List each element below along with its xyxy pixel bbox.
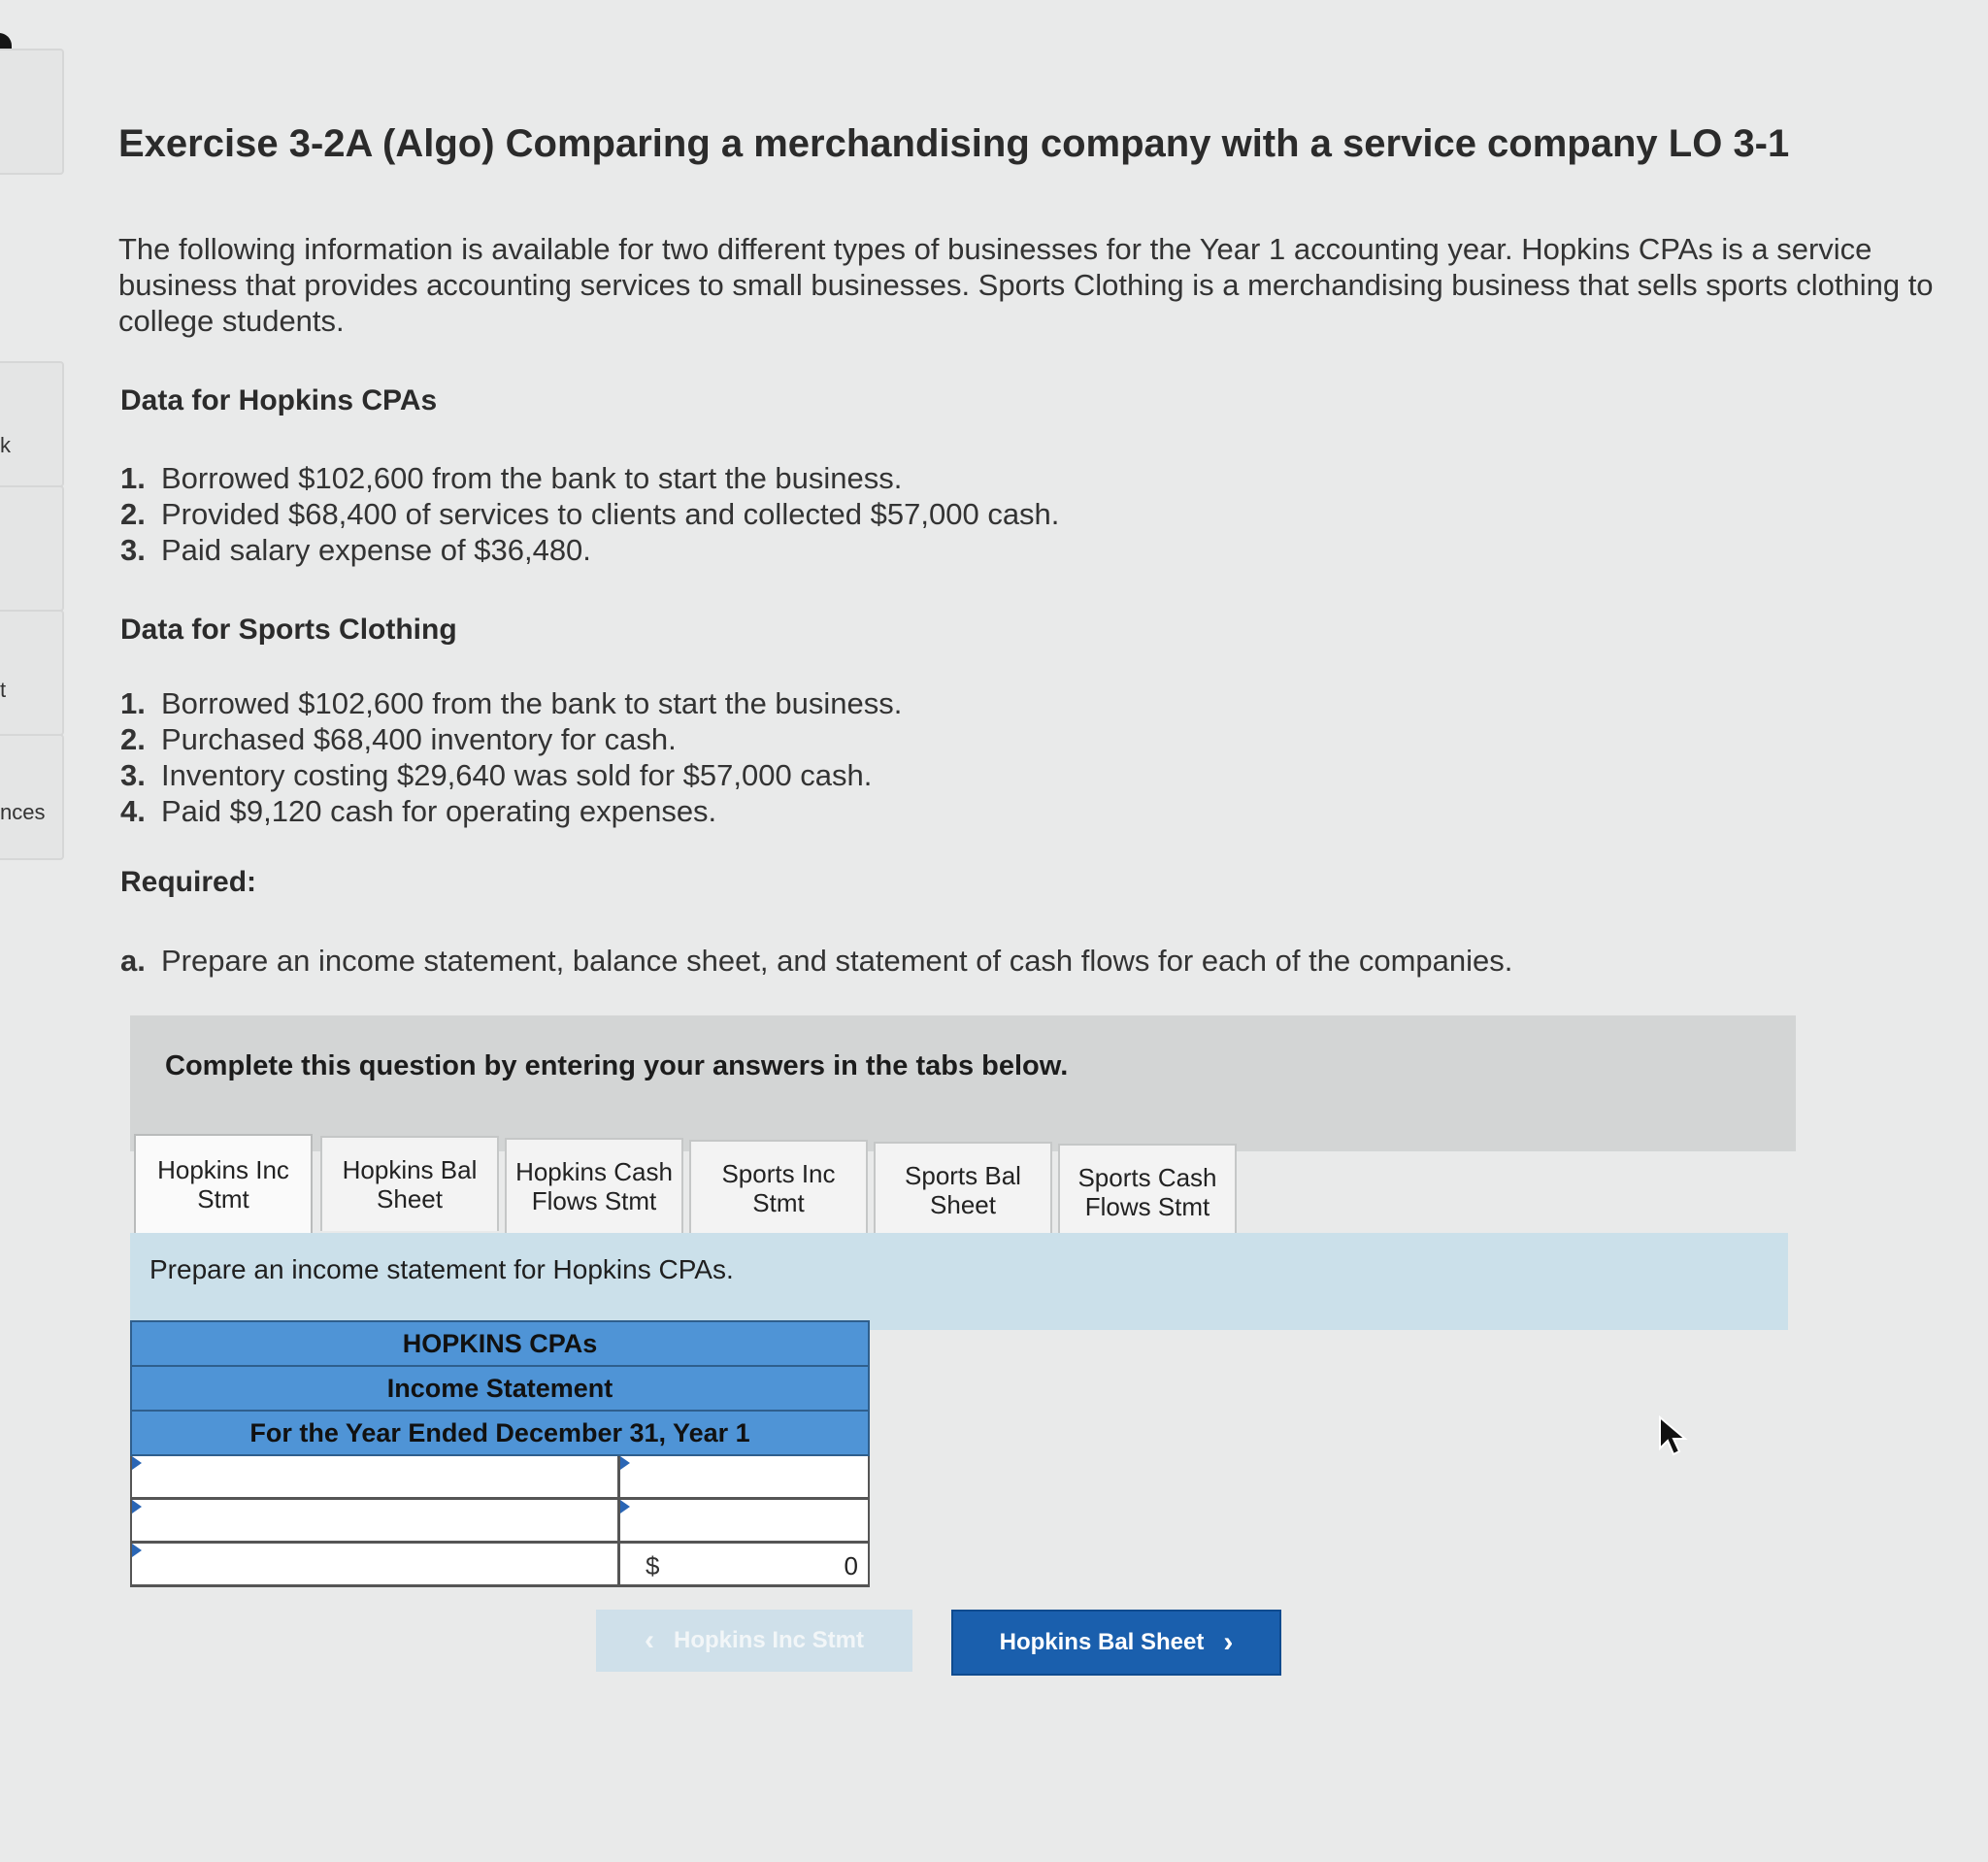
list-item: 2. Purchased $68,400 inventory for cash.: [120, 722, 677, 756]
account-select[interactable]: [132, 1544, 620, 1584]
sidebar-item-4[interactable]: [0, 734, 64, 860]
sidebar-item-top[interactable]: [0, 49, 64, 175]
tab-hopkins-cash-flows-stmt[interactable]: Hopkins Cash Flows Stmt: [505, 1138, 683, 1233]
sports-heading: Data for Sports Clothing: [120, 614, 457, 646]
tab-hopkins-inc-stmt[interactable]: Hopkins Inc Stmt: [134, 1134, 313, 1233]
list-item: 3. Paid salary expense of $36,480.: [120, 533, 591, 567]
instruction-bar: [130, 1233, 1788, 1330]
tab-sports-inc-stmt[interactable]: Sports Inc Stmt: [689, 1140, 868, 1235]
instructions-panel: [130, 1015, 1796, 1151]
sports-list: [120, 685, 902, 829]
prev-tab-label: Hopkins Inc Stmt: [673, 1627, 865, 1653]
account-select[interactable]: [132, 1500, 620, 1541]
next-tab-button[interactable]: [951, 1610, 1281, 1676]
sidebar-item-label: k: [0, 433, 11, 457]
statement-title: Income Statement: [130, 1365, 870, 1410]
dropdown-indicator-icon: [620, 1500, 630, 1513]
required-item: a. Prepare an income statement, balance sheet, and statement of cash flows for each of the companies.: [120, 944, 1513, 978]
amount-input[interactable]: [620, 1456, 868, 1497]
total-amount-cell: [620, 1544, 868, 1584]
account-select[interactable]: [132, 1456, 620, 1497]
sidebar-item-label: t: [0, 678, 7, 702]
sidebar-item-2[interactable]: [0, 485, 64, 612]
list-item: 1. Borrowed $102,600 from the bank to start the business.: [120, 461, 903, 495]
page-title: Exercise 3-2A (Algo) Comparing a merchandising company with a service company LO 3-1: [118, 122, 1790, 165]
sidebar-item-1[interactable]: [0, 361, 64, 487]
list-item: 4. Paid $9,120 cash for operating expenses.: [120, 794, 717, 828]
list-item: 3. Inventory costing $29,640 was sold for $57,000 cash.: [120, 758, 873, 792]
dropdown-indicator-icon: [132, 1456, 142, 1470]
dropdown-indicator-icon: [132, 1500, 142, 1513]
panel-text: Complete this question by entering your answers in the tabs below.: [165, 1050, 1069, 1081]
required-heading: Required:: [120, 866, 257, 898]
dropdown-indicator-icon: [620, 1456, 630, 1470]
intro-paragraph: The following information is available for two different types of businesses for the Year 1 accounting year. Hopkins CPAs is a service business that provides accounting services to small businesses. Sports Clothing is a merchandising business that sells sports clothing to college students.: [118, 232, 1934, 338]
statement-company: HOPKINS CPAs: [130, 1320, 870, 1365]
total-amount: 0: [844, 1551, 858, 1580]
hopkins-heading: Data for Hopkins CPAs: [120, 384, 438, 416]
statement-period: For the Year Ended December 31, Year 1: [130, 1410, 870, 1456]
instruction-text: Prepare an income statement for Hopkins CPAs.: [149, 1254, 734, 1284]
mouse-cursor-icon: [1658, 1415, 1691, 1458]
amount-input[interactable]: [620, 1500, 868, 1541]
prev-tab-button[interactable]: [596, 1610, 912, 1672]
dollar-sign: $: [646, 1551, 660, 1580]
table-row: [130, 1456, 870, 1500]
next-tab-label: Hopkins Bal Sheet: [999, 1629, 1205, 1655]
table-row: [130, 1500, 870, 1544]
chevron-right-icon: ›: [1223, 1626, 1234, 1658]
dropdown-indicator-icon: [132, 1544, 142, 1557]
tab-sports-bal-sheet[interactable]: Sports Bal Sheet: [874, 1142, 1052, 1237]
tab-sports-cash-flows-stmt[interactable]: Sports Cash Flows Stmt: [1058, 1144, 1237, 1239]
sidebar: [0, 0, 64, 854]
list-item: 2. Provided $68,400 of services to clients and collected $57,000 cash.: [120, 497, 1060, 531]
sidebar-item-3[interactable]: [0, 610, 64, 736]
income-statement-table: [130, 1320, 870, 1587]
table-row: [130, 1544, 870, 1587]
hopkins-list: [120, 460, 1059, 568]
chevron-left-icon: ‹: [644, 1624, 654, 1656]
sidebar-item-label: nces: [0, 800, 46, 824]
list-item: 1. Borrowed $102,600 from the bank to start the business.: [120, 686, 903, 720]
tab-hopkins-bal-sheet[interactable]: Hopkins Bal Sheet: [320, 1136, 499, 1231]
